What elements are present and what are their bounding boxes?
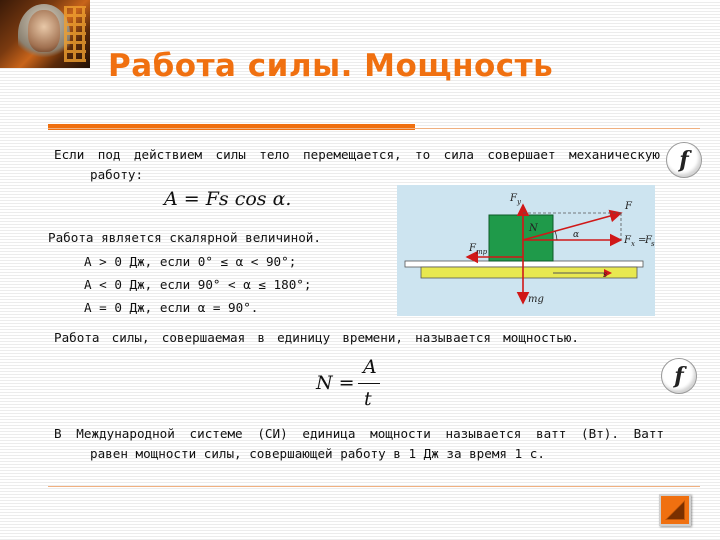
label-alpha: α (573, 230, 580, 240)
scalar-text: Работа является скалярной величиной. (48, 230, 321, 245)
block (489, 215, 553, 261)
formula-icon-2[interactable] (661, 358, 697, 394)
label-eq: = (638, 235, 647, 246)
force-diagram-svg (397, 185, 655, 316)
case-positive: A > 0 Дж, если 0° ≤ α < 90°; (84, 254, 297, 269)
label-fx-sub: x (631, 240, 635, 248)
si-line-2: равен мощности силы, совершающей работу в 1 Дж за время 1 с. (90, 446, 545, 461)
case-zero: A = 0 Дж, если α = 90°. (84, 300, 259, 315)
work-formula: A = Fs cos α. (164, 188, 292, 210)
table-top (405, 261, 643, 267)
bottom-divider (48, 486, 700, 487)
portrait-grid (64, 6, 86, 62)
label-ftr-sub: тр (476, 248, 488, 256)
scientist-portrait (0, 0, 90, 68)
formula-icon[interactable] (666, 142, 702, 178)
back-button[interactable] (659, 494, 691, 526)
power-definition: Работа силы, совершаемая в единицу времени, называется мощностью. (54, 330, 579, 345)
si-line-1: В Международной системе (СИ) единица мощности называется ватт (Вт). Ватт (54, 426, 664, 441)
label-fx: F (624, 235, 631, 246)
power-formula-numerator: A (363, 356, 377, 378)
top-divider (48, 128, 700, 129)
portrait-face (28, 10, 60, 52)
label-mg: mg (528, 294, 544, 305)
case-negative: A < 0 Дж, если 90° < α ≤ 180°; (84, 277, 312, 292)
back-arrow-icon (661, 496, 689, 524)
power-formula-denominator: t (364, 388, 372, 410)
intro-line-1: Если под действием силы тело перемещается, то сила совершает механическую (54, 147, 660, 162)
label-n: N (529, 223, 538, 234)
angle-arc (555, 231, 557, 240)
power-formula-lhs: N = (316, 372, 355, 394)
slide-title: Работа силы. Мощность (108, 48, 554, 84)
formula-icon-2-label: f (674, 363, 684, 389)
label-fs: F (645, 235, 652, 246)
label-s: s (603, 270, 608, 279)
label-fy: F (510, 193, 517, 204)
power-formula-fraction-bar (358, 383, 380, 384)
intro-line-2: работу: (90, 167, 144, 182)
formula-icon-label: f (679, 147, 689, 173)
label-ftr: F (469, 243, 476, 254)
title-underline-bar (48, 124, 415, 130)
label-fy-sub: y (517, 198, 521, 206)
label-fs-sub: s (651, 240, 655, 248)
force-diagram (397, 185, 655, 316)
label-f: F (625, 201, 632, 212)
